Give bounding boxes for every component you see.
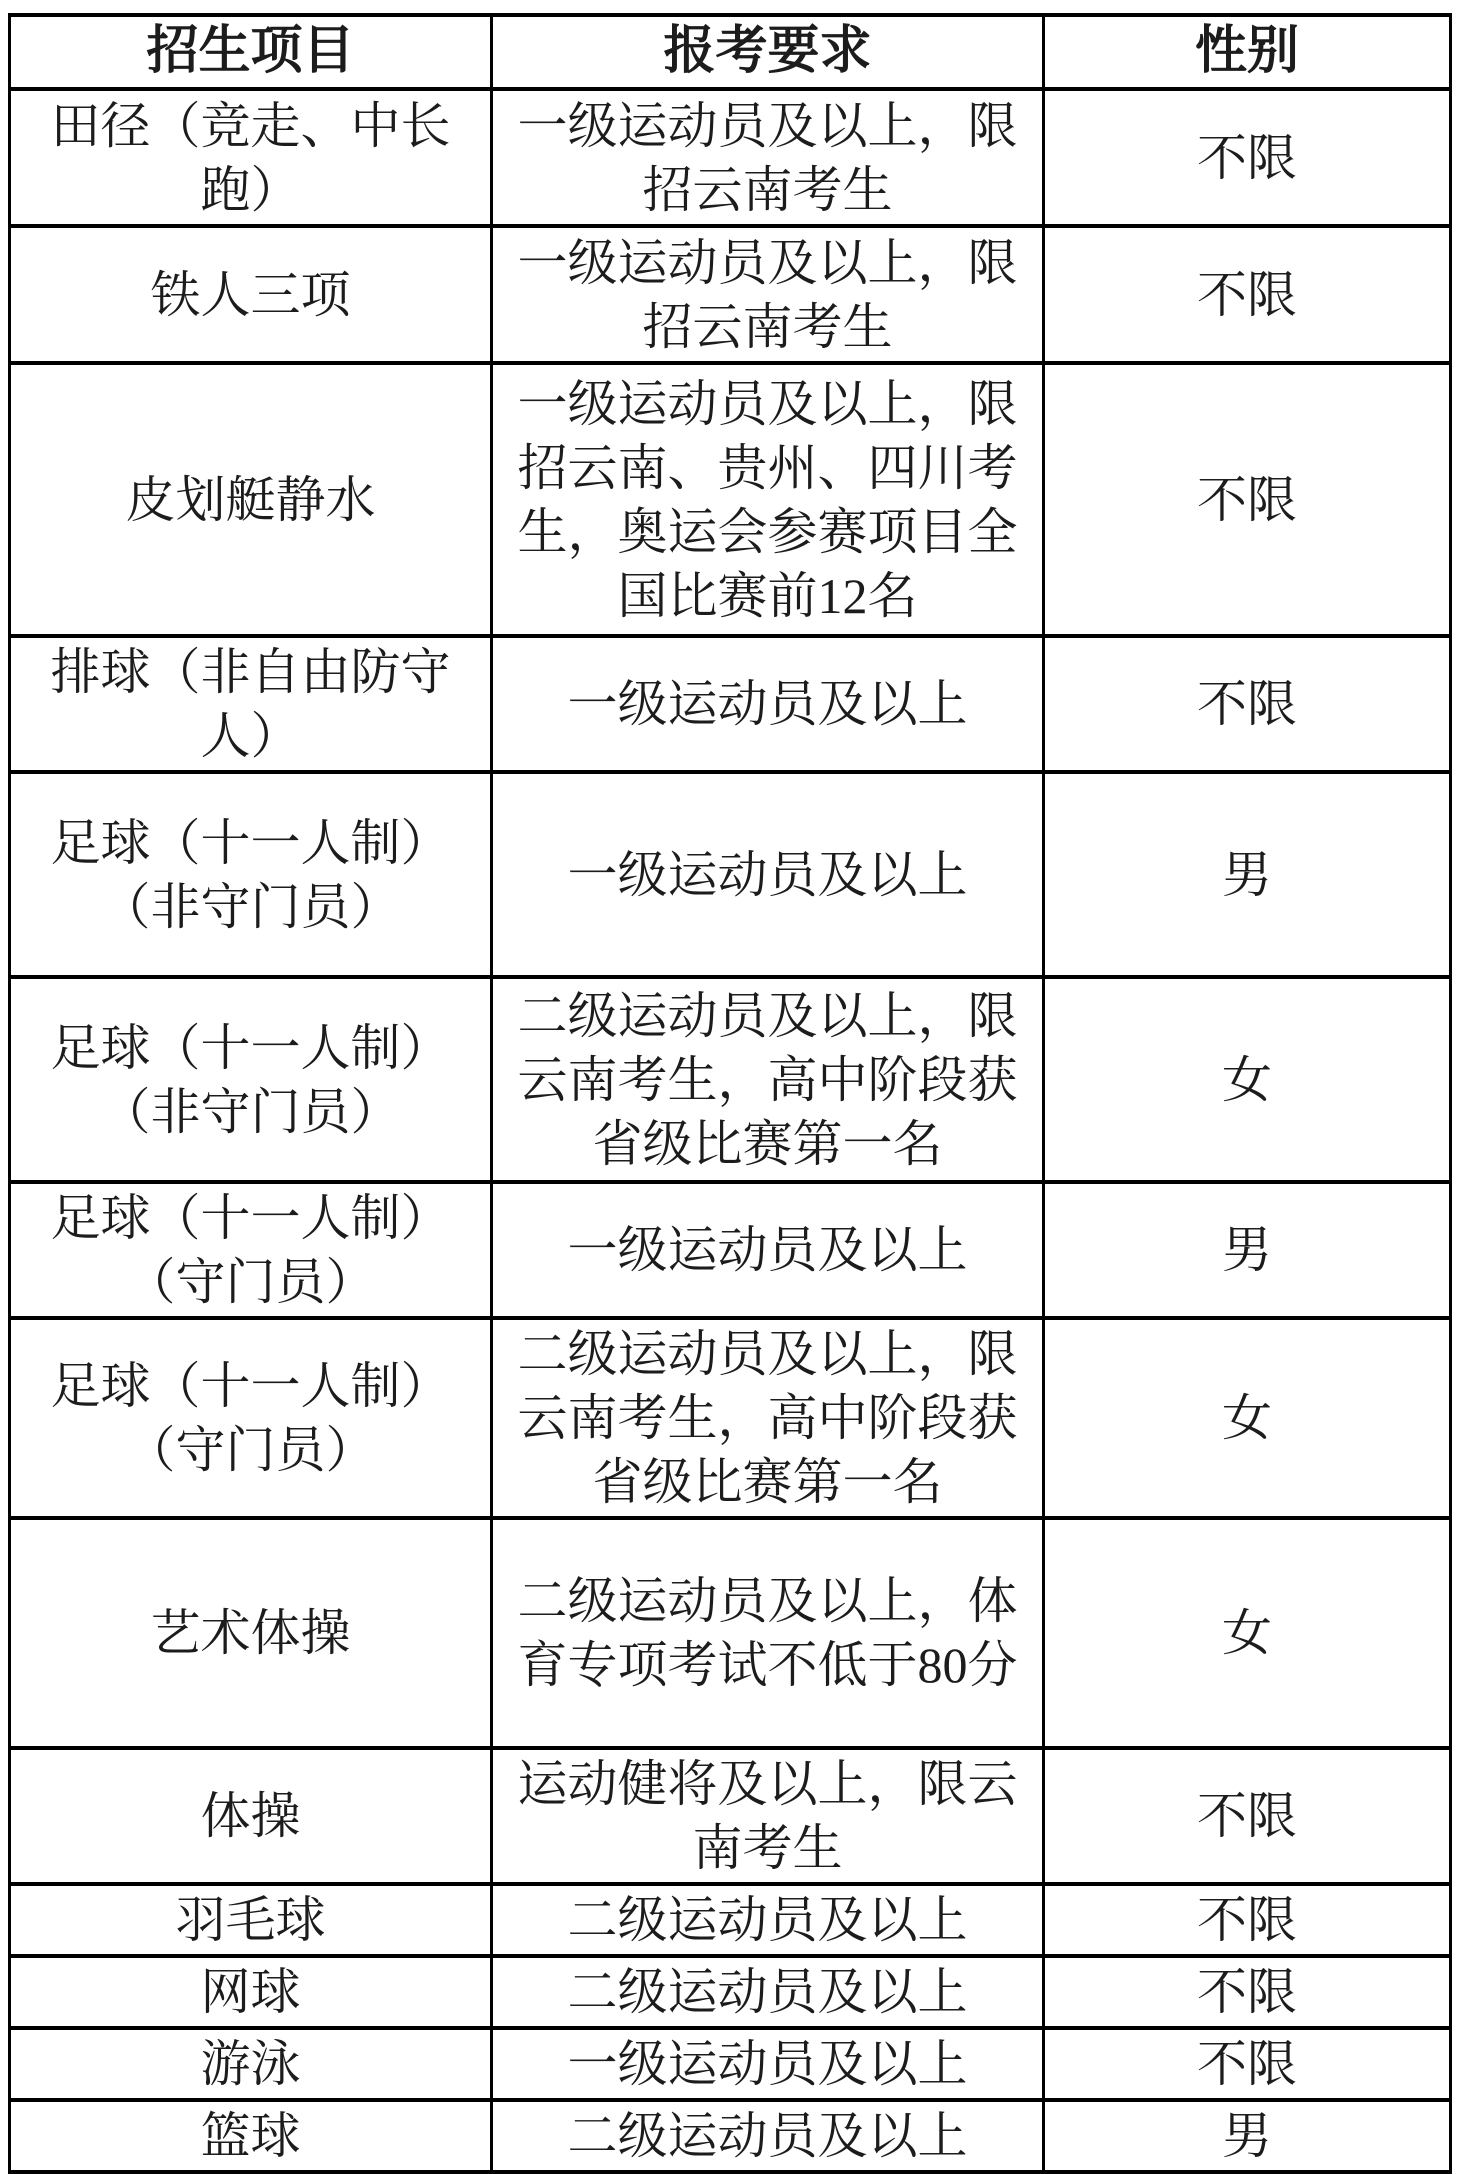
table-row <box>10 1956 1451 2028</box>
header-program: 招生项目 <box>10 15 492 89</box>
table-row <box>10 363 1451 636</box>
table-row <box>10 772 1451 977</box>
gender-cell: 女 <box>1044 977 1451 1182</box>
table-row <box>10 1518 1451 1748</box>
gender-cell: 不限 <box>1044 1884 1451 1956</box>
table-body <box>10 89 1451 2172</box>
requirement-cell: 二级运动员及以上 <box>492 1884 1044 1956</box>
gender-cell: 男 <box>1044 1182 1451 1318</box>
program-cell: 网球 <box>10 1956 492 2028</box>
table-row <box>10 977 1451 1182</box>
gender-cell: 不限 <box>1044 363 1451 636</box>
requirement-cell: 二级运动员及以上 <box>492 2100 1044 2172</box>
program-cell: 足球（十一人制）（守门员） <box>10 1182 492 1318</box>
table-row <box>10 89 1451 226</box>
gender-cell: 女 <box>1044 1518 1451 1748</box>
requirement-cell: 一级运动员及以上 <box>492 772 1044 977</box>
gender-cell: 不限 <box>1044 2028 1451 2100</box>
program-cell: 皮划艇静水 <box>10 363 492 636</box>
program-cell: 铁人三项 <box>10 226 492 363</box>
gender-cell: 不限 <box>1044 89 1451 226</box>
requirement-cell: 一级运动员及以上，限招云南考生 <box>492 89 1044 226</box>
program-cell: 体操 <box>10 1748 492 1884</box>
requirement-cell: 运动健将及以上，限云南考生 <box>492 1748 1044 1884</box>
program-cell: 足球（十一人制）（非守门员） <box>10 977 492 1182</box>
requirement-cell: 一级运动员及以上，限招云南考生 <box>492 226 1044 363</box>
gender-cell: 不限 <box>1044 226 1451 363</box>
table-header-row <box>10 15 1451 89</box>
program-cell: 田径（竞走、中长跑） <box>10 89 492 226</box>
gender-cell: 不限 <box>1044 636 1451 772</box>
requirement-cell: 二级运动员及以上，限云南考生，高中阶段获省级比赛第一名 <box>492 977 1044 1182</box>
program-cell: 篮球 <box>10 2100 492 2172</box>
table-row <box>10 1182 1451 1318</box>
gender-cell: 男 <box>1044 2100 1451 2172</box>
program-cell: 排球（非自由防守人） <box>10 636 492 772</box>
requirement-cell: 一级运动员及以上 <box>492 1182 1044 1318</box>
table-row <box>10 2100 1451 2172</box>
requirement-cell: 二级运动员及以上 <box>492 1956 1044 2028</box>
table-row <box>10 1884 1451 1956</box>
gender-cell: 不限 <box>1044 1956 1451 2028</box>
table-row <box>10 1748 1451 1884</box>
requirement-cell: 一级运动员及以上 <box>492 2028 1044 2100</box>
header-requirement: 报考要求 <box>492 15 1044 89</box>
program-cell: 艺术体操 <box>10 1518 492 1748</box>
program-cell: 羽毛球 <box>10 1884 492 1956</box>
gender-cell: 不限 <box>1044 1748 1451 1884</box>
admissions-requirements-table <box>8 13 1452 2174</box>
requirement-cell: 一级运动员及以上 <box>492 636 1044 772</box>
table-row <box>10 1318 1451 1518</box>
program-cell: 足球（十一人制）（守门员） <box>10 1318 492 1518</box>
table-row <box>10 636 1451 772</box>
program-cell: 足球（十一人制）（非守门员） <box>10 772 492 977</box>
requirement-cell: 二级运动员及以上，限云南考生，高中阶段获省级比赛第一名 <box>492 1318 1044 1518</box>
header-gender: 性别 <box>1044 15 1451 89</box>
requirement-cell: 二级运动员及以上，体育专项考试不低于80分 <box>492 1518 1044 1748</box>
gender-cell: 男 <box>1044 772 1451 977</box>
requirement-cell: 一级运动员及以上，限招云南、贵州、四川考生，奥运会参赛项目全国比赛前12名 <box>492 363 1044 636</box>
table-row <box>10 226 1451 363</box>
gender-cell: 女 <box>1044 1318 1451 1518</box>
table-row <box>10 2028 1451 2100</box>
program-cell: 游泳 <box>10 2028 492 2100</box>
